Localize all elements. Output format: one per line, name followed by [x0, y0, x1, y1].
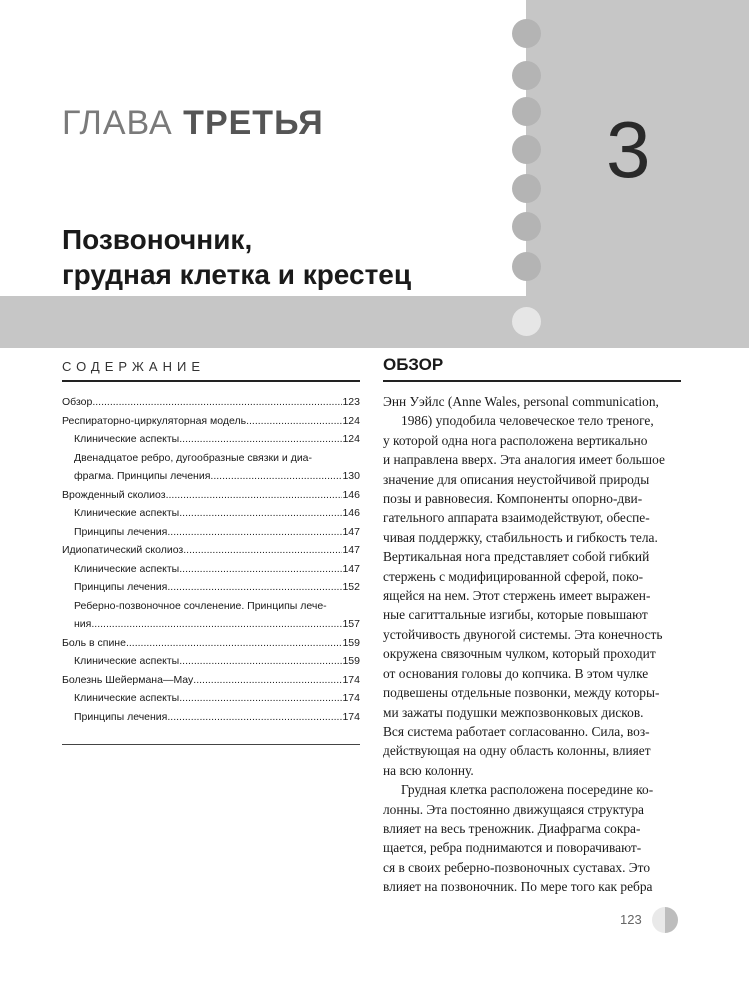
toc-item[interactable] [62, 560, 360, 579]
binding-hole [512, 135, 541, 164]
toc-item-title: Идиопатический сколиоз [62, 544, 184, 556]
body-line: чивая поддержку, стабильность и гибкость тела. [383, 529, 658, 545]
toc-divider [62, 744, 360, 745]
body-line: гательного аппарата взаимодействуют, обеспе- [383, 510, 650, 526]
body-line: Вся система работает согласованно. Сила, воз- [383, 723, 650, 739]
chapter-number: 3 [606, 105, 651, 194]
binding-hole [512, 174, 541, 203]
body-line: щается, ребра поднимаются и поворачивают- [383, 840, 642, 856]
binding-hole [512, 252, 541, 281]
binding-hole [512, 97, 541, 126]
chapter-title-line: Позвоночник, [62, 224, 253, 255]
body-line: Вертикальная нога представляет собой гибкий [383, 549, 650, 565]
toc-item[interactable] [62, 412, 360, 431]
body-line: Энн Уэйлс (Anne Wales, personal communication, [383, 394, 659, 409]
body-line: действующая на одну область колонны, влияет [383, 743, 651, 759]
binding-hole [512, 19, 541, 48]
toc-item[interactable] [62, 541, 360, 560]
body-line: на всю колонну. [383, 762, 474, 778]
toc-item[interactable] [62, 708, 360, 727]
body-line: значение для описания неустойчивой природы [383, 471, 650, 487]
toc-leader [166, 486, 343, 505]
toc-leader [193, 671, 342, 690]
toc-item-page: 157 [342, 618, 360, 630]
toc-leader [179, 560, 342, 579]
chapter-title-line: грудная клетка и крестец [62, 259, 412, 290]
toc-item-title: Клинические аспекты [74, 507, 180, 519]
toc-item-page: 147 [342, 562, 360, 575]
body-line: ные сагиттальные изгибы, которые повышают [383, 607, 648, 623]
toc-leader [92, 393, 342, 412]
toc-item[interactable] [62, 597, 360, 616]
body-line: Грудная клетка расположена посередине ко- [401, 782, 654, 798]
toc-leader [179, 504, 342, 523]
chapter-ordinal: ТРЕТЬЯ [183, 104, 324, 142]
toc-heading: СОДЕРЖАНИЕ [62, 359, 206, 374]
toc-item[interactable] [62, 652, 360, 671]
body-line: влияет на весь треножник. Диафрагма сокра- [383, 820, 641, 836]
toc-item-title: Респираторно-циркуляторная модель [62, 414, 247, 427]
toc-item-page: 146 [342, 507, 360, 519]
toc-item-title: Принципы лечения [74, 581, 168, 593]
body-line: 1986) уподобила человеческое тело треноге, [401, 413, 654, 429]
chapter-word: ГЛАВА [62, 104, 173, 142]
body-line: ящейся на нем. Этот стержень имеет выражен- [383, 588, 651, 604]
toc-item-title: Клинические аспекты [74, 433, 180, 445]
toc-item[interactable] [62, 467, 360, 486]
toc-item[interactable] [62, 634, 360, 653]
body-line: позы и равновесия. Компоненты опорно-дви- [383, 491, 643, 507]
toc-item-title: Реберно-позвоночное сочленение. Принципы лече- [74, 599, 327, 612]
toc-item-page: 159 [342, 636, 360, 649]
chapter-label [62, 104, 324, 143]
body-line: лонны. Эта постоянно движущаяся структура [383, 801, 644, 817]
binding-hole [512, 212, 541, 241]
toc-item-page: 146 [342, 488, 360, 501]
toc-item-title: фрагма. Принципы лечения [74, 470, 211, 482]
body-line: стержень с модифицированной сферой, поко- [383, 568, 644, 584]
toc-item-title: ния [74, 618, 92, 630]
toc-leader [246, 412, 342, 431]
toc-leader [126, 634, 343, 653]
overview-divider [383, 380, 681, 382]
toc-item-page: 174 [342, 692, 360, 704]
body-line: ми зажаты подушки межпозвонковых дисков. [383, 704, 644, 720]
toc-item-title: Боль в спине [62, 636, 126, 649]
toc-leader [179, 652, 342, 671]
table-of-contents [62, 393, 360, 726]
toc-leader [210, 467, 342, 486]
toc-leader [179, 430, 342, 449]
toc-leader [179, 689, 342, 708]
body-line: у которой одна нога расположена вертикально [383, 432, 648, 448]
page-number: 123 [620, 912, 642, 927]
toc-item-page: 130 [342, 470, 360, 482]
toc-item-page: 147 [342, 544, 360, 556]
toc-item[interactable] [62, 523, 360, 542]
body-line: от основания головы до копчика. В этом чулке [383, 665, 649, 681]
body-line: ся в своих реберно-позвоночных суставах. Это [383, 859, 651, 875]
toc-item-page: 174 [342, 710, 360, 723]
toc-item[interactable] [62, 449, 360, 468]
toc-leader [183, 541, 342, 560]
binding-hole [512, 307, 541, 336]
toc-item-page: 174 [342, 673, 360, 686]
toc-item-title: Клинические аспекты [74, 655, 180, 667]
toc-leader [167, 708, 342, 727]
body-line: влияет на позвоночник. По мере того как ребра [383, 879, 653, 895]
toc-item[interactable] [62, 578, 360, 597]
chapter-title [62, 222, 411, 292]
toc-divider [62, 380, 360, 382]
toc-item-title: Клинические аспекты [74, 692, 180, 704]
toc-item[interactable] [62, 393, 360, 412]
toc-item-title: Принципы лечения [74, 525, 168, 538]
toc-item[interactable] [62, 689, 360, 708]
body-line: окружена связочным чулком, который проходит [383, 646, 656, 662]
toc-item-page: 147 [342, 525, 360, 538]
toc-item-page: 152 [342, 581, 360, 593]
body-line: устойчивость двуногой системы. Эта конечность [383, 626, 663, 642]
toc-item-title: Обзор [62, 396, 93, 408]
toc-item-page: 124 [342, 433, 360, 445]
toc-item-title: Болезнь Шейермана—Мау [62, 673, 194, 686]
overview-heading: ОБЗОР [383, 355, 444, 374]
toc-item[interactable] [62, 486, 360, 505]
overview-body [383, 392, 681, 897]
toc-item-page: 124 [342, 414, 360, 427]
page-marker [652, 907, 678, 933]
toc-leader [167, 523, 342, 542]
toc-item-title: Клинические аспекты [74, 562, 180, 575]
body-line: и направлена вверх. Эта аналогия имеет большое [383, 452, 665, 468]
toc-item-title: Врожденный сколиоз [62, 488, 166, 501]
toc-leader [91, 615, 342, 634]
toc-item[interactable] [62, 615, 360, 634]
toc-item-page: 159 [342, 655, 360, 667]
toc-item-title: Принципы лечения [74, 710, 168, 723]
toc-item[interactable] [62, 430, 360, 449]
toc-leader [167, 578, 342, 597]
body-line: подвешены отдельные позвонки, между которы- [383, 685, 660, 701]
toc-item[interactable] [62, 671, 360, 690]
toc-item-title: Двенадцатое ребро, дугообразные связки и диа- [74, 451, 313, 464]
binding-hole [512, 61, 541, 90]
toc-item[interactable] [62, 504, 360, 523]
toc-item-page: 123 [342, 396, 360, 408]
